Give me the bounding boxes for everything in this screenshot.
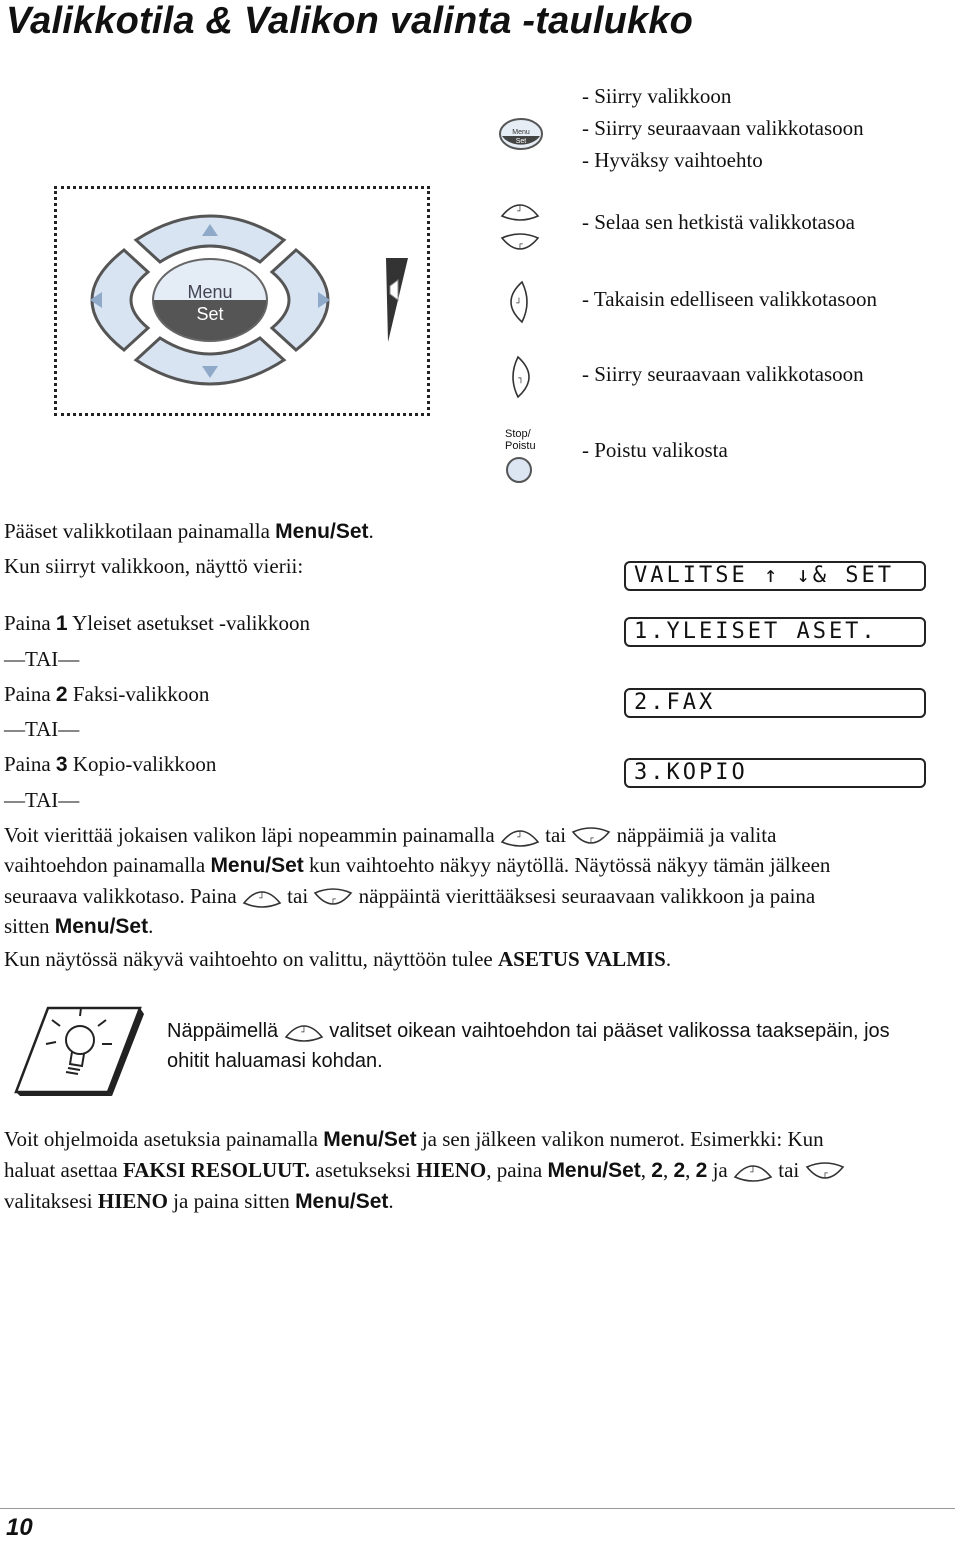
stop-key-label: Stop/ Poistu bbox=[505, 428, 536, 452]
lightbulb-tip-icon bbox=[8, 1004, 144, 1096]
svg-text:Set: Set bbox=[515, 138, 527, 145]
legend-item: - Hyväksy vaihtoehto bbox=[582, 148, 763, 172]
lcd-display-option-2: 2.FAX bbox=[624, 688, 926, 718]
menu-key-text: Menu bbox=[187, 282, 233, 302]
down-key-icon bbox=[805, 1159, 845, 1185]
legend-item: - Selaa sen hetkistä valikkotasoa bbox=[582, 210, 855, 234]
page-number: 10 bbox=[6, 1514, 33, 1541]
down-key-icon bbox=[313, 885, 353, 911]
up-arrow-key-graphic bbox=[136, 216, 284, 262]
or-separator: —TAI— bbox=[4, 717, 80, 741]
option-3: Paina 3 Kopio-valikkoon bbox=[4, 752, 217, 776]
legend-item: - Takaisin edelliseen valikkotasoon bbox=[582, 287, 877, 311]
up-key-icon bbox=[284, 1019, 324, 1045]
option-2: Paina 2 Faksi-valikkoon bbox=[4, 682, 210, 706]
legend-item: - Poistu valikosta bbox=[582, 438, 728, 462]
menu-set-key-icon bbox=[498, 114, 544, 154]
page-title: Valikkotila & Valikon valinta -taulukko bbox=[6, 0, 694, 42]
legend-item: - Siirry seuraavaan valikkotasoon bbox=[582, 116, 864, 140]
set-key-text: Set bbox=[196, 304, 224, 324]
lcd-display-prompt: VALITSE ↑ ↓& SET bbox=[624, 561, 926, 591]
selected-instructions: Kun näytössä näkyvä vaihtoehto on valittu, näyttöön tulee ASETUS VALMIS. bbox=[4, 947, 672, 971]
up-key-icon bbox=[733, 1159, 773, 1185]
down-key-icon bbox=[500, 230, 540, 256]
scroll-instructions: Voit vierittää jokaisen valikon läpi nopeammin painamalla tai näppäimiä ja valita vaihtoehdon painamalla Menu/Set kun vaihtoehto näkyy näytöllä. Näytössä näkyy tämän jälkeen seuraava valikkotaso. Paina tai näppäintä vierittääksesi seuraavaan valikkoon ja paina sitten Menu/Set. bbox=[4, 823, 831, 939]
up-key-icon bbox=[242, 885, 282, 911]
up-key-icon bbox=[500, 198, 540, 224]
example-instructions: Voit ohjelmoida asetuksia painamalla Menu/Set ja sen jälkeen valikon numerot. Esimerkki: Kun haluat asettaa FAKSI RESOLUUT. asetukseksi HIENO, paina Menu/Set, 2, 2, 2 ja tai valitaksesi HIENO ja paina sitten Menu/Set. bbox=[4, 1124, 954, 1217]
lcd-display-option-1: 1.YLEISET ASET. bbox=[624, 617, 926, 647]
svg-text:Menu: Menu bbox=[512, 129, 530, 136]
tip-note: Näppäimellä valitset oikean vaihtoehdon tai pääset valikossa taaksepäin, jos ohitit haluamasi kohdan. bbox=[167, 1020, 890, 1072]
stop-key-icon bbox=[505, 456, 533, 484]
legend-item: - Siirry valikkoon bbox=[582, 84, 732, 108]
left-key-icon bbox=[504, 280, 534, 324]
or-separator: —TAI— bbox=[4, 788, 80, 812]
right-key-icon bbox=[506, 355, 536, 399]
or-separator: —TAI— bbox=[4, 647, 80, 671]
lcd-display-option-3: 3.KOPIO bbox=[624, 758, 926, 788]
up-key-icon bbox=[500, 824, 540, 850]
intro-line-2: Kun siirryt valikkoon, näyttö vierii: bbox=[4, 554, 304, 578]
down-key-icon bbox=[571, 824, 611, 850]
intro-line-1: Pääset valikkotilaan painamalla Menu/Set. bbox=[4, 519, 374, 543]
navigation-keypad-graphic bbox=[78, 200, 418, 410]
footer-divider bbox=[0, 1508, 955, 1509]
option-1: Paina 1 Yleiset asetukset -valikkoon bbox=[4, 611, 311, 635]
legend-item: - Siirry seuraavaan valikkotasoon bbox=[582, 362, 864, 386]
